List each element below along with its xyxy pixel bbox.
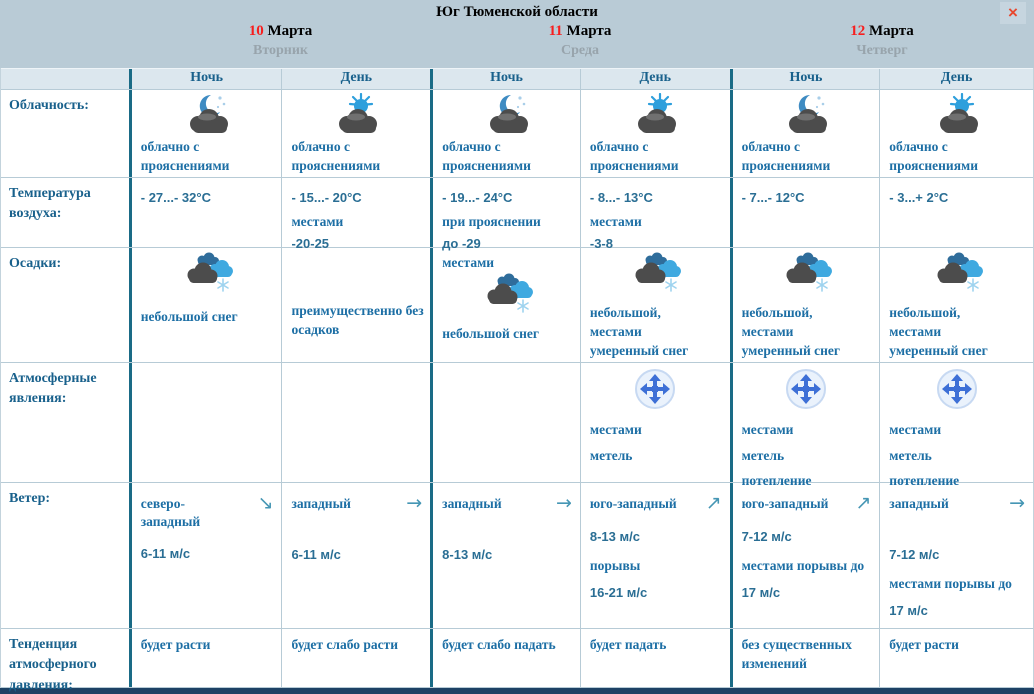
bottom-bar [0,688,1034,694]
date: 12 Марта [850,23,914,39]
pressure-cell: без существенных изменений [730,629,880,687]
weekday: Вторник [252,43,308,58]
wind-direction-arrow-icon: → [555,492,572,514]
wind-cell: западный → 7-12 м/с местами порывы до 17 м/с [879,483,1033,628]
wind-direction-arrow-icon: ↗ [705,492,722,514]
pressure-cell: будет расти [879,629,1033,687]
phenomena-cell-empty [132,363,282,482]
wind-cell: западный → 6-11 м/с [281,483,430,628]
snow-cloud-icon [931,251,983,297]
wind-direction-arrow-icon: → [406,492,423,514]
row-label-pressure: Тенденция атмосферного давления: [1,629,132,687]
date: 11 Марта [548,23,612,39]
phenomena-cell: местами метель потепление [730,363,880,482]
temperature-row [1,177,1033,252]
header [0,0,1034,68]
precipitation-cell: небольшой, местами умеренный снег [730,248,880,362]
blizzard-icon [936,368,978,410]
moon-cloud-icon [482,93,532,139]
pressure-cell: будет слабо падать [430,629,580,687]
temperature-cell: - 27...- 32°С [140,190,211,205]
sun-cloud-icon [630,93,680,139]
wind-cell: юго-западный ↗ 7-12 м/с местами порывы до 17 м/с [730,483,880,628]
moon-cloud-icon [781,93,831,139]
blizzard-icon [634,368,676,410]
date: 10 Марта [248,23,313,39]
precipitation-cell: преимущественно без осадков [281,248,430,362]
date-group-1 [131,23,430,59]
snow-cloud-icon [780,251,832,297]
sun-cloud-icon [331,93,381,139]
wind-direction-arrow-icon: → [1009,492,1025,514]
phenomena-row [1,362,1033,489]
col-header-day: День [879,69,1033,89]
precipitation-row [1,247,1033,362]
phenomena-cell: местами метель потепление [879,363,1033,482]
precipitation-cell: местами небольшой снег [430,248,580,362]
cloudiness-row [1,89,1033,177]
weekday: Среда [560,43,599,58]
precipitation-cell: небольшой снег [132,248,282,362]
snow-cloud-icon [629,251,681,297]
wind-cell: юго-западный ↗ 8-13 м/с порывы 16-21 м/с [580,483,730,628]
pressure-cell: будет расти [140,637,211,652]
temperature-cell: - 19...- 24°С при прояснении до -29 [430,178,580,247]
phenomena-cell: местами метель [580,363,730,482]
temperature-cell: - 15...- 20°С местами -20-25 [281,178,430,247]
col-header-night: Ночь [132,69,282,89]
sun-cloud-icon [932,93,982,139]
precipitation-cell: небольшой, местами умеренный снег [879,248,1033,362]
col-header-day: День [281,69,430,89]
row-label-precipitation: Осадки: [1,248,132,362]
forecast-table [0,68,1034,693]
weekday: Четверг [856,43,908,58]
date-group-3 [730,23,1034,59]
row-label-wind: Ветер: [1,483,132,628]
date-group-2 [430,23,730,59]
blizzard-icon [785,368,827,410]
temperature-cell: - 8...- 13°С местами -3-8 [580,178,730,247]
wind-direction-arrow-icon: ↗ [855,492,872,514]
cloudiness-cell: облачно с прояснениями [580,90,730,177]
wind-cell: северо-западный ↘ 6-11 м/с [140,492,274,562]
col-header-night: Ночь [430,69,580,89]
cloudiness-cell: облачно с прояснениями [879,90,1033,177]
snow-cloud-icon [481,272,533,318]
dates-row [0,23,1034,59]
close-icon[interactable]: × [1000,2,1026,24]
page-title: Юг Тюменской области [436,4,598,20]
cloudiness-cell: облачно с прояснениями [730,90,880,177]
pressure-row [1,628,1033,693]
temperature-cell: - 3...+ 2°С [879,178,1033,247]
wind-cell: западный → 8-13 м/с [430,483,580,628]
pressure-cell: будет падать [580,629,730,687]
precipitation-cell: небольшой, местами умеренный снег [580,248,730,362]
col-header-day: День [580,69,730,89]
snow-cloud-icon [181,251,233,297]
cloudiness-cell: облачно с прояснениями [430,90,580,177]
row-label-temperature: Температура воздуха: [1,178,132,247]
pressure-cell: будет слабо расти [281,629,430,687]
cloudiness-cell: облачно с прояснениями [281,90,430,177]
row-label-cloudiness: Облачность: [1,90,132,177]
subheader-row [1,68,1033,89]
cloudiness-cell: облачно с прояснениями [132,90,282,177]
wind-row [1,482,1033,628]
row-label-phenomena: Атмосферные явления: [1,363,132,482]
phenomena-cell-empty [430,363,580,482]
col-header-night: Ночь [730,69,880,89]
phenomena-cell-empty [281,363,430,482]
wind-direction-arrow-icon: ↘ [257,492,274,514]
moon-cloud-icon [182,93,232,139]
temperature-cell: - 7...- 12°С [730,178,880,247]
